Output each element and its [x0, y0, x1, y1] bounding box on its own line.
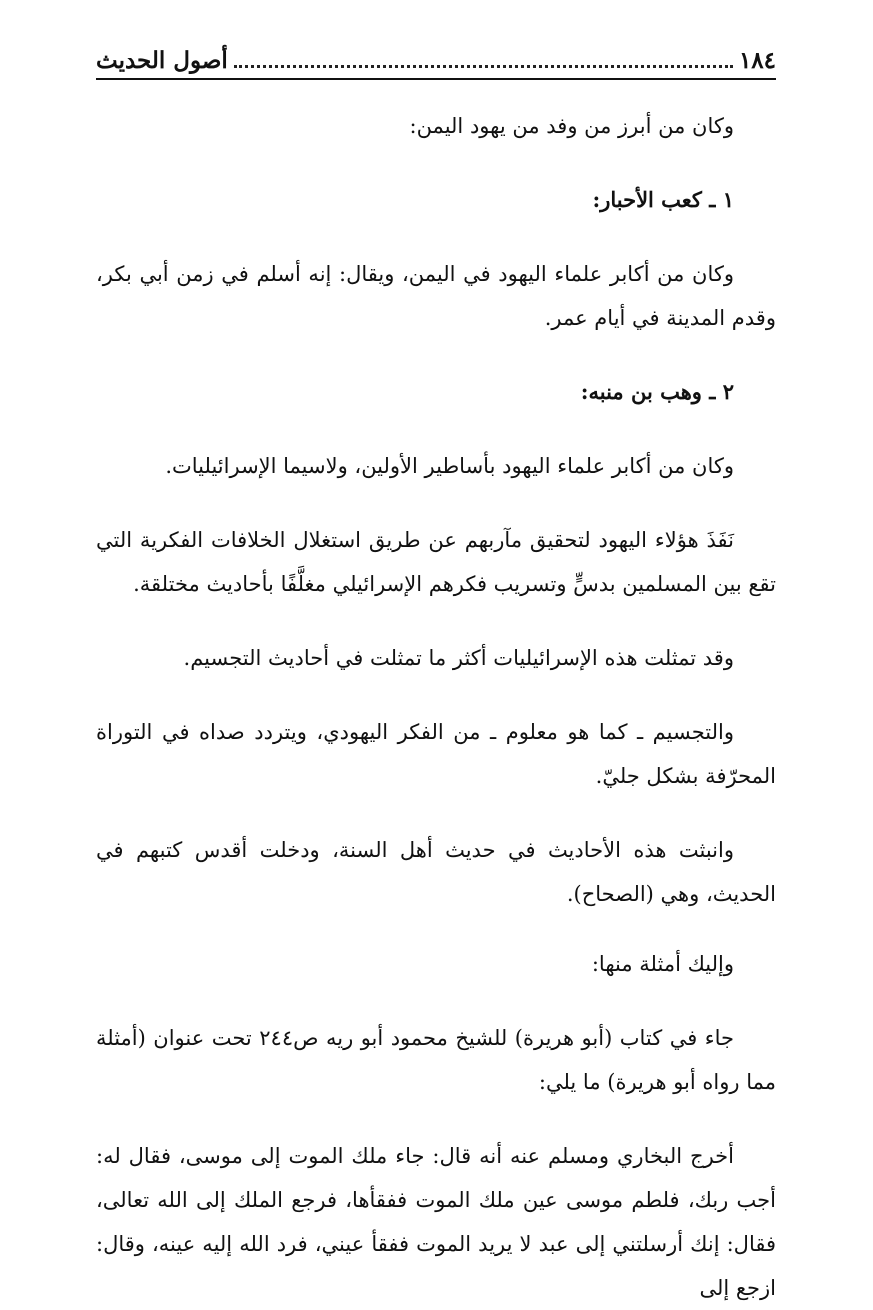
- paragraph-kaab: وكان من أكابر علماء اليهود في اليمن، ويقال: إنه أسلم في زمن أبي بكر، وقدم المدينة في أيام عمر.: [96, 262, 776, 330]
- paragraph-examples: وإليك أمثلة منها:: [591, 952, 734, 976]
- page-body: [96, 104, 776, 1310]
- paragraph-infiltration: نَفَذَ هؤلاء اليهود لتحقيق مآربهم عن طريق استغلال الخلافات الفكرية التي تقع بين المسلمين بدسٍّ وتسريب فكرهم الإسرائيلي مغلَّفًا بأحاديث مختلقة.: [96, 528, 776, 596]
- paragraph-tajseem: وقد تمثلت هذه الإسرائيليات أكثر ما تمثلت في أحاديث التجسيم.: [183, 646, 734, 670]
- leader-dots: [234, 65, 733, 68]
- page-number: ١٨٤: [738, 47, 776, 74]
- book-page: [96, 0, 776, 1300]
- running-head: [96, 38, 776, 74]
- heading-wahb-ibn-munabbih: ٢ ـ وهب بن منبه:: [580, 379, 734, 404]
- paragraph-musa-hadith: أخرج البخاري ومسلم عنه أنه قال: جاء ملك الموت إلى موسى، فقال له: أجب ربك، فلطم موسى عين ملك الموت ففقأها، فرجع الملك إلى الله تعالى، فقال: إنك أرسلتني إلى عبد لا يريد الموت ففقأ عيني، فرد الله إليه عينه، وقال: ازجع إلى: [96, 1144, 776, 1300]
- paragraph-tajseem-torah: والتجسيم ـ كما هو معلوم ـ من الفكر اليهودي، ويتردد صداه في التوراة المحرّفة بشكل جليّ.: [96, 720, 776, 788]
- heading-kaab-al-ahbar: ١ ـ كعب الأحبار:: [592, 187, 734, 212]
- header-rule: [96, 78, 776, 80]
- paragraph-intro: وكان من أبرز من وفد من يهود اليمن:: [409, 114, 734, 138]
- book-title: أصول الحديث: [96, 47, 228, 74]
- paragraph-sihah: وانبثت هذه الأحاديث في حديث أهل السنة، ودخلت أقدس كتبهم في الحديث، وهي (الصحاح).: [96, 838, 776, 906]
- paragraph-wahb: وكان من أكابر علماء اليهود بأساطير الأولين، ولاسيما الإسرائيليات.: [165, 454, 734, 478]
- paragraph-abu-rayyah: جاء في كتاب (أبو هريرة) للشيخ محمود أبو ريه ص٢٤٤ تحت عنوان (أمثلة مما رواه أبو هريرة) ما يلي:: [96, 1026, 776, 1094]
